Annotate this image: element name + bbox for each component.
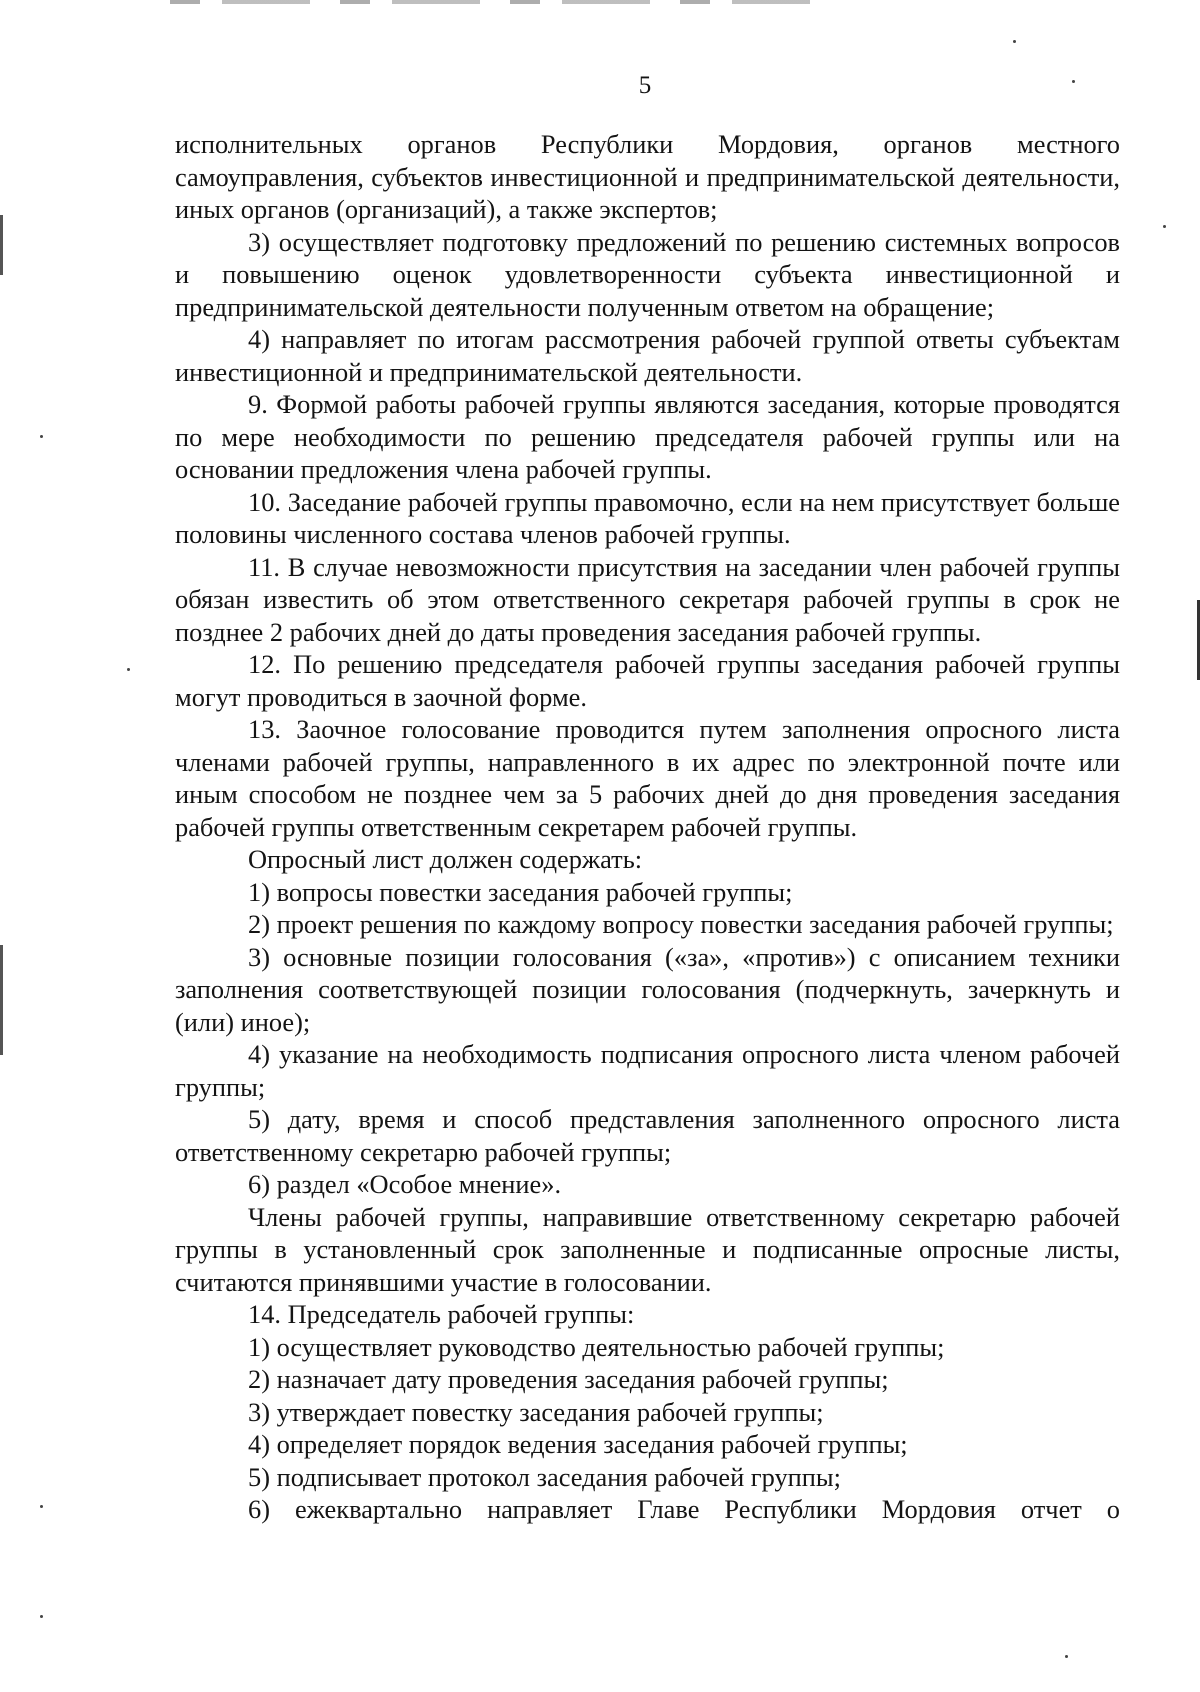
paragraph: 3) осуществляет подготовку предложений по решению системных вопросов и повышению оценок удовлетворенности субъекта инвестиционной и предпринимательской деятельности полученным ответом на обращение; — [175, 226, 1120, 322]
document-body — [175, 128, 1120, 1526]
scan-top-artifact — [170, 0, 810, 4]
scan-speck — [40, 435, 43, 438]
paragraph: исполнительных органов Республики Мордовия, органов местного самоуправления, субъектов инвестиционной и предпринимательской деятельности, иных органов (организаций), а также экспертов; — [175, 129, 1120, 224]
paragraph: Члены рабочей группы, направившие ответственному секретарю рабочей группы в установленный срок заполненные и подписанные опросные листы, считаются принявшими участие в голосовании. — [175, 1201, 1120, 1297]
scan-speck — [1163, 225, 1166, 228]
paragraph: 4) определяет порядок ведения заседания рабочей группы; — [248, 1429, 908, 1459]
scan-left-edge-mark — [0, 215, 3, 275]
paragraph: 4) направляет по итогам рассмотрения рабочей группой ответы субъектам инвестиционной и предпринимательской деятельности. — [175, 324, 1120, 387]
scan-speck — [40, 1505, 43, 1508]
scan-speck — [40, 1615, 43, 1618]
paragraph: 13. Заочное голосование проводится путем заполнения опросного листа членами рабочей группы, направленного в их адрес по электронной почте или иным способом не позднее чем за 5 рабочих дней до дня проведения заседания рабочей группы ответственным секретарем рабочей группы. — [175, 714, 1120, 842]
scan-left-edge-mark — [0, 945, 3, 1055]
paragraph: 4) указание на необходимость подписания опросного листа членом рабочей группы; — [175, 1039, 1120, 1102]
paragraph: 2) проект решения по каждому вопросу повестки заседания рабочей группы; — [248, 909, 1114, 939]
paragraph: 3) основные позиции голосования («за», «против») с описанием техники заполнения соответствующей позиции голосования (подчеркнуть, зачеркнуть и (или) иное); — [175, 941, 1120, 1037]
paragraph: 10. Заседание рабочей группы правомочно, если на нем присутствует больше половины численного состава членов рабочей группы. — [175, 486, 1120, 549]
scan-speck — [1065, 1655, 1068, 1658]
paragraph: Опросный лист должен содержать: — [248, 844, 643, 874]
paragraph: 14. Председатель рабочей группы: — [248, 1299, 635, 1329]
paragraph: 5) подписывает протокол заседания рабочей группы; — [248, 1461, 841, 1492]
page-number: 5 — [638, 72, 652, 99]
paragraph: 5) дату, время и способ представления заполненного опросного листа ответственному секретарю рабочей группы; — [175, 1104, 1120, 1167]
paragraph: 1) осуществляет руководство деятельностью рабочей группы; — [248, 1331, 945, 1362]
paragraph: 9. Формой работы рабочей группы являются заседания, которые проводятся по мере необходимости по решению председателя рабочей группы или на основании предложения члена рабочей группы. — [175, 389, 1120, 484]
paragraph: 2) назначает дату проведения заседания рабочей группы; — [248, 1364, 889, 1394]
paragraph: 3) утверждает повестку заседания рабочей группы; — [248, 1396, 824, 1427]
paragraph: 12. По решению председателя рабочей группы заседания рабочей группы могут проводиться в заочной форме. — [175, 649, 1120, 712]
paragraph: 1) вопросы повестки заседания рабочей группы; — [248, 876, 793, 907]
scan-speck — [1013, 40, 1016, 43]
paragraph: 6) раздел «Особое мнение». — [248, 1169, 562, 1199]
scan-speck — [127, 668, 130, 671]
paragraph: 6) ежеквартально направляет Главе Республики Мордовия отчет о — [248, 1494, 1120, 1524]
paragraph: 11. В случае невозможности присутствия на заседании член рабочей группы обязан известить об этом ответственного секретаря рабочей группы в срок не позднее 2 рабочих дней до даты проведения заседания рабочей группы. — [175, 551, 1120, 647]
